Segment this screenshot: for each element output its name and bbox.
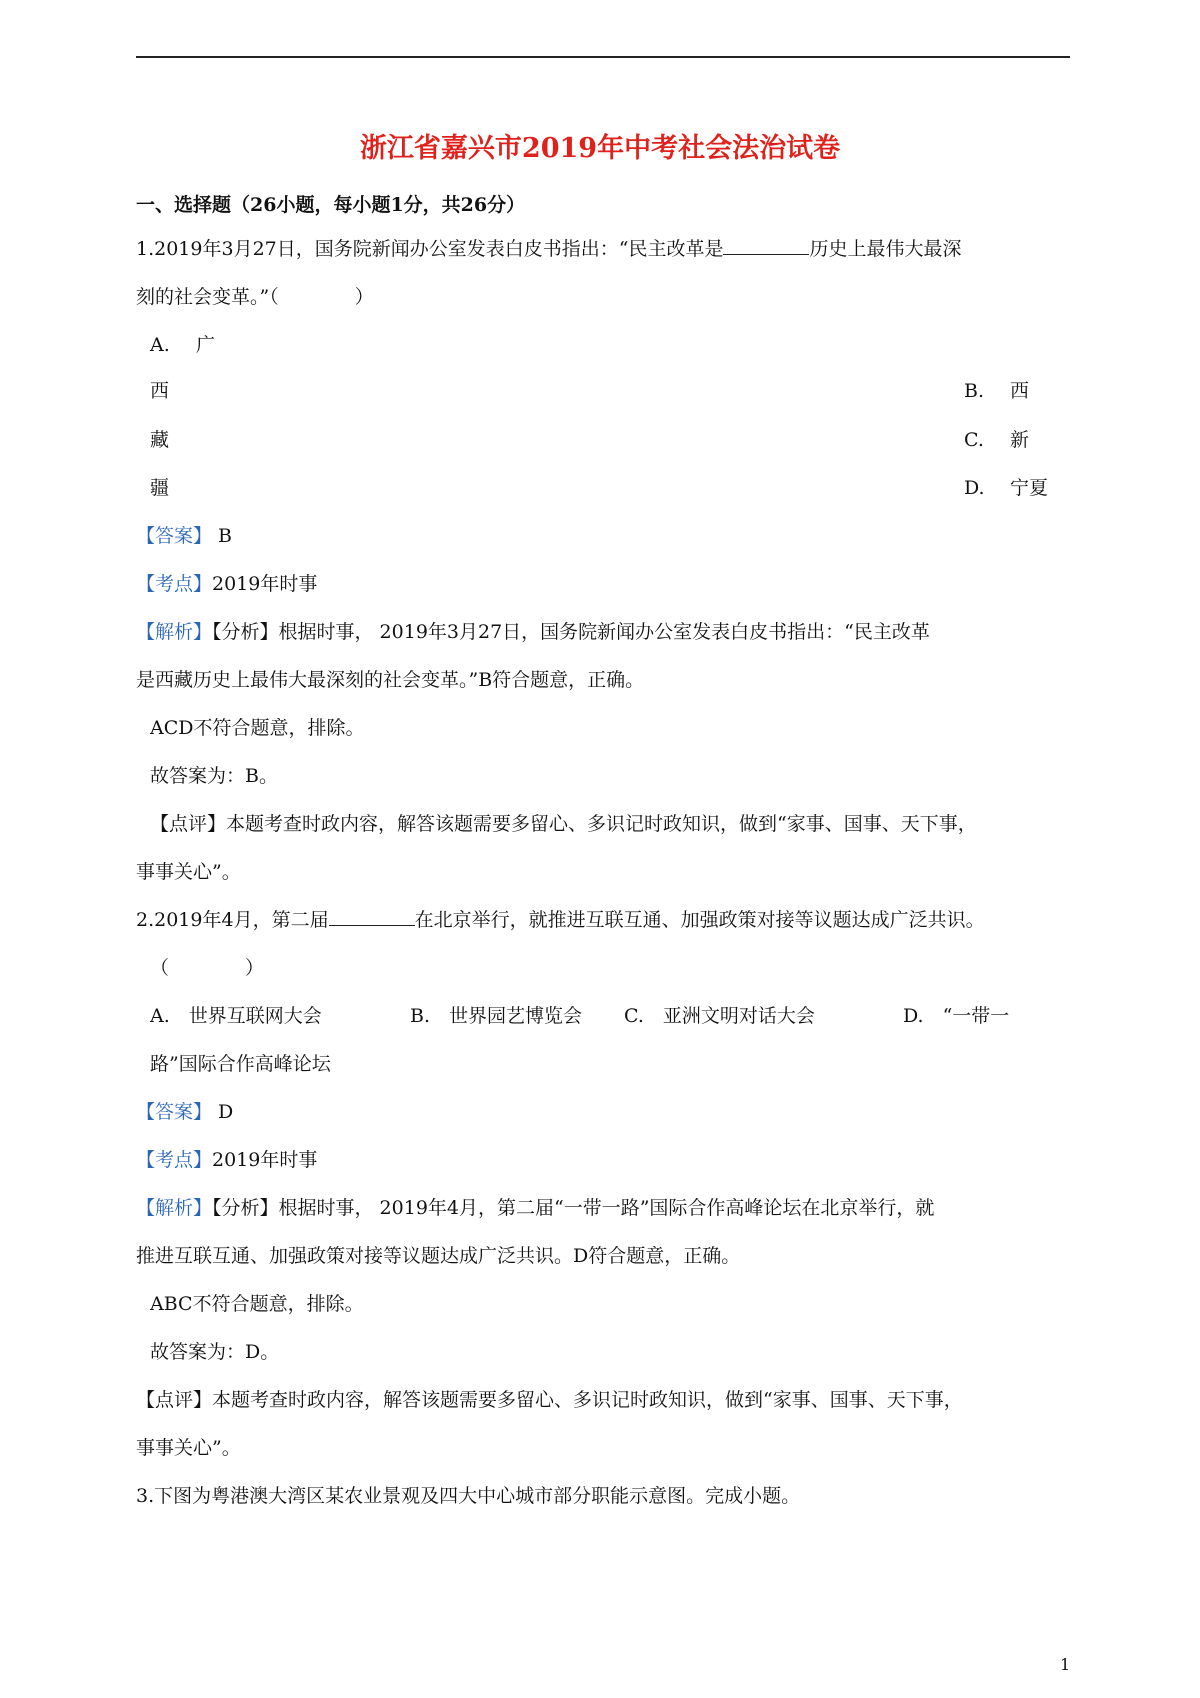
- q1-analysis-line1: 【解析】【分析】根据时事， 2019年3月27日，国务院新闻办公室发表白皮书指出：“民主改革: [136, 621, 930, 643]
- q2-blank: [329, 907, 415, 926]
- q1-blank: [723, 236, 809, 255]
- q2-answer: 【答案】 D: [136, 1101, 234, 1123]
- q1-answer: 【答案】 B: [136, 525, 233, 547]
- q3-stem: 3.下图为粤港澳大湾区某农业景观及四大中心城市部分职能示意图。完成小题。: [136, 1485, 801, 1507]
- q2-comment-line2: 事事关心”。: [136, 1437, 241, 1459]
- q1-option-c: C. 新: [964, 429, 1030, 451]
- page-number: 1: [1060, 1655, 1071, 1674]
- q1-option-b: B. 西: [964, 380, 1030, 402]
- q2-option-d-cont: 路”国际合作高峰论坛: [150, 1053, 331, 1075]
- section-heading: 一、选择题（26小题，每小题1分，共26分）: [136, 194, 526, 216]
- q1-point: 【考点】2019年时事: [136, 573, 318, 595]
- q1-analysis-line2: 是西藏历史上最伟大最深刻的社会变革。”B符合题意，正确。: [136, 669, 645, 691]
- q2-analysis-line3: ABC不符合题意，排除。: [150, 1293, 364, 1315]
- q2-analysis-line4: 故答案为：D。: [150, 1341, 280, 1363]
- q1-option-b-cont: 藏: [150, 429, 170, 451]
- q1-comment-line2: 事事关心”。: [136, 861, 241, 883]
- q2-stem-line1: 2.2019年4月，第二届 在北京举行，就推进互联互通、加强政策对接等议题达成广泛共识。: [136, 909, 985, 931]
- header-rule: [136, 56, 1070, 58]
- q1-option-c-cont: 疆: [150, 477, 170, 499]
- q1-analysis-line3: ACD不符合题意，排除。: [150, 717, 365, 739]
- q2-option-d: D. “一带一: [903, 1005, 1010, 1027]
- q2-option-c: C. 亚洲文明对话大会: [624, 1005, 815, 1027]
- q1-stem-line1: 1.2019年3月27日，国务院新闻办公室发表白皮书指出：“民主改革是 历史上最伟大最深: [136, 238, 962, 260]
- q1-option-d: D. 宁夏: [964, 477, 1049, 499]
- q2-option-b: B. 世界园艺博览会: [410, 1005, 583, 1027]
- q1-comment-line1: 【点评】本题考查时政内容，解答该题需要多留心、多识记时政知识，做到“家事、国事、天下事，: [150, 813, 977, 835]
- q1-stem-line2: 刻的社会变革。”（ ）: [136, 286, 374, 308]
- q2-point: 【考点】2019年时事: [136, 1149, 318, 1171]
- q1-analysis-line4: 故答案为：B。: [150, 765, 278, 787]
- q1-option-a: A. 广: [150, 334, 216, 356]
- q2-stem-line2: （ ）: [150, 957, 265, 979]
- q2-comment-line1: 【点评】本题考查时政内容，解答该题需要多留心、多识记时政知识，做到“家事、国事、天下事，: [136, 1389, 963, 1411]
- q1-option-a-cont: 西: [150, 380, 170, 402]
- q2-option-a: A. 世界互联网大会: [150, 1005, 322, 1027]
- q2-analysis-line1: 【解析】【分析】根据时事， 2019年4月，第二届“一带一路”国际合作高峰论坛在北京举行，就: [136, 1197, 935, 1219]
- page-title: 浙江省嘉兴市2019年中考社会法治试卷: [359, 133, 841, 164]
- q2-analysis-line2: 推进互联互通、加强政策对接等议题达成广泛共识。D符合题意，正确。: [136, 1245, 741, 1267]
